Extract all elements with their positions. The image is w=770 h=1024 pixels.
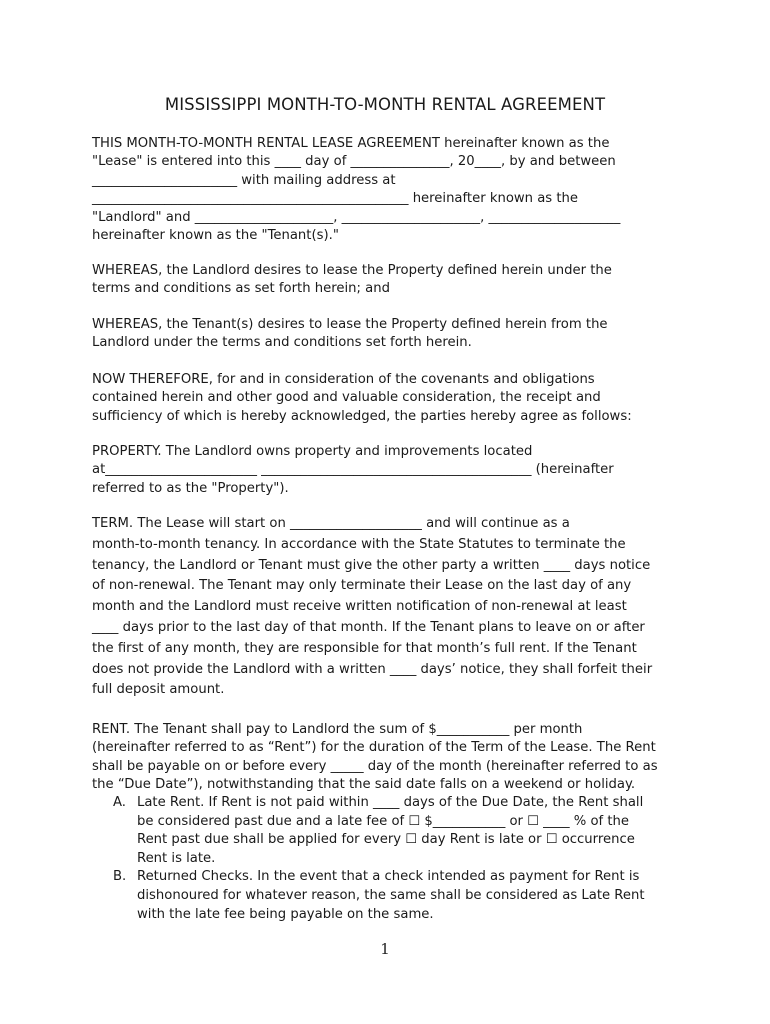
now-therefore-line: sufficiency of which is hereby acknowledged, the parties hereby agree as follows:	[92, 408, 632, 424]
list-item-line: Returned Checks. In the event that a check intended as payment for Rent is	[137, 869, 640, 885]
term-line: month and the Landlord must receive written notification of non-renewal at least	[92, 599, 627, 615]
rent-line: RENT. The Tenant shall pay to Landlord the sum of $___________ per month	[92, 722, 583, 737]
list-marker: B.	[113, 869, 127, 885]
term-line: TERM. The Lease will start on ____________________ and will continue as a	[92, 516, 570, 531]
intro-line: hereinafter known as the "Tenant(s)."	[92, 228, 339, 244]
term-line: month-to-month tenancy. In accordance with the State Statutes to terminate the	[92, 536, 626, 552]
rent-line: (hereinafter referred to as “Rent”) for the duration of the Term of the Lease. The Rent	[92, 740, 656, 756]
list-item-line: with the late fee being payable on the same.	[137, 906, 434, 922]
document-title: MISSISSIPPI MONTH-TO-MONTH RENTAL AGREEMENT	[164, 95, 606, 114]
whereas-landlord-paragraph	[92, 262, 682, 299]
now-therefore-line: NOW THEREFORE, for and in consideration of the covenants and obligations	[92, 372, 595, 387]
returned-checks-item	[92, 868, 692, 924]
list-item-line: Rent past due shall be applied for every ☐ day Rent is late or ☐ occurrence	[137, 832, 635, 848]
intro-line: "Lease" is entered into this ____ day of _______________, 20____, by and between	[92, 154, 616, 170]
now-therefore-paragraph	[92, 371, 682, 426]
rent-line: shall be payable on or before every _____ day of the month (hereinafter referred to as	[92, 758, 658, 774]
now-therefore-line: contained herein and other good and valuable consideration, the receipt and	[92, 390, 601, 406]
list-item-line: Late Rent. If Rent is not paid within ____ days of the Due Date, the Rent shall	[137, 795, 644, 810]
intro-line: "Landlord" and _____________________, _____________________, ____________________	[92, 209, 621, 225]
late-rent-item	[92, 794, 692, 868]
property-paragraph	[92, 443, 682, 498]
rent-line: the “Due Date”), notwithstanding that the said date falls on a weekend or holiday.	[92, 777, 636, 793]
intro-paragraph	[92, 135, 682, 245]
term-paragraph	[92, 514, 682, 701]
whereas-tenant-paragraph	[92, 316, 682, 353]
list-item-line: be considered past due and a late fee of ☐ $___________ or ☐ ____ % of the	[137, 813, 630, 829]
whereas-line: terms and conditions as set forth herein; and	[92, 281, 390, 297]
whereas-line: WHEREAS, the Landlord desires to lease the Property defined herein under the	[92, 263, 612, 278]
intro-line: THIS MONTH-TO-MONTH RENTAL LEASE AGREEMENT hereinafter known as the	[92, 136, 610, 151]
term-line: ____ days prior to the last day of that month. If the Tenant plans to leave on or after	[92, 619, 645, 635]
whereas-line: Landlord under the terms and conditions set forth herein.	[92, 335, 472, 351]
term-line: tenancy, the Landlord or Tenant must give the other party a written ____ days notice	[92, 557, 651, 573]
page-number: 1	[380, 940, 390, 958]
property-line: PROPERTY. The Landlord owns property and improvements located	[92, 444, 533, 459]
rent-subclause-list	[92, 794, 692, 924]
term-line: of non-renewal. The Tenant may only terminate their Lease on the last day of any	[92, 578, 632, 594]
list-marker: A.	[113, 795, 126, 810]
property-line: at_______________________ _________________________________________ (hereinafter	[92, 462, 614, 478]
term-line: does not provide the Landlord with a written ____ days’ notice, they shall forfeit their	[92, 661, 653, 677]
term-line: the first of any month, they are responsible for that month’s full rent. If the Tenant	[92, 640, 637, 656]
list-item-line: Rent is late.	[137, 850, 216, 866]
property-line: referred to as the "Property").	[92, 480, 289, 496]
intro-line: ________________________________________________ hereinafter known as the	[92, 191, 579, 207]
list-item-line: dishonoured for whatever reason, the same shall be considered as Late Rent	[137, 887, 645, 903]
intro-line: ______________________ with mailing address at	[92, 172, 396, 188]
term-line: full deposit amount.	[92, 682, 225, 698]
rent-paragraph	[92, 721, 682, 795]
whereas-line: WHEREAS, the Tenant(s) desires to lease the Property defined herein from the	[92, 317, 608, 332]
